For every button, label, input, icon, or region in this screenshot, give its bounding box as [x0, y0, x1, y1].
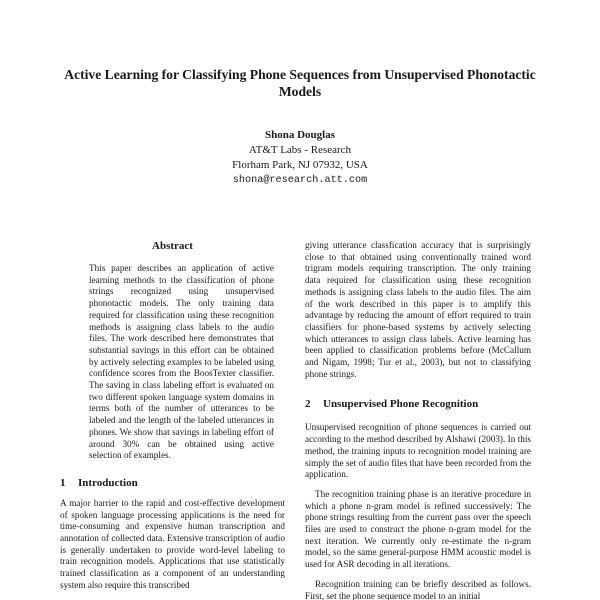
section-number: 1	[60, 476, 66, 489]
section-heading-introduction	[60, 477, 285, 490]
section2-paragraph-3: Recognition training can be briefly described as follows. First, set the phone sequence model to an initial	[305, 578, 531, 600]
section2-paragraph-2: The recognition training phase is an iterative procedure in which a phone n-gram model is refined successively: The phone strings resulting from the current pass over the speech files are used to construct the phone n-gram model for the next iteration. We currently only re-estimate the n-gram model, so the same general-purpose HMM acoustic model is used for ASR decoding in all iterations.	[305, 488, 531, 570]
left-column	[60, 240, 285, 592]
section-title: Unsupervised Phone Recognition	[323, 398, 479, 411]
right-column	[305, 240, 531, 600]
author-name: Shona Douglas	[264, 129, 335, 141]
abstract-heading: Abstract	[152, 240, 193, 252]
author-affiliation: AT&T Labs - Research	[248, 144, 352, 156]
introduction-paragraph: A major barrier to the rapid and cost-effective development of spoken language processing applications is the need for time-consuming and expensive human transcription and annotation of collected data. Extensive transcription of audio is generally undertaken to provide word-level labeling to train recognition models. Applications that use statistically trained classification as a component of an understanding system also require this transcribed	[60, 497, 285, 590]
paper-title: Active Learning for Classifying Phone Sequences from Unsupervised Phonotactic Models	[64, 67, 536, 99]
author-address: Florham Park, NJ 07932, USA	[232, 159, 368, 171]
abstract-text: This paper describes an application of active learning methods to the classification of phone strings recognized using unsupervised phonotactic models. The only training data required for classification using these recognition methods is assigning class labels to the audio files. The work described here demonstrates that substantial savings in this effort can be obtained by actively selecting examples to be labeled using confidence scores from the BoosTexter classifier. The saving in class labeling effort is evaluated on two different spoken language system domains in terms both of the number of utterances to be labeled and the length of the labeled utterances in phones. We show that savings in labeling effort of around 30% can be obtained using active selection of examples.	[89, 263, 274, 461]
section2-paragraph-1: Unsupervised recognition of phone sequences is carried out according to the method described by Alshawi (2003). In this method, the training inputs to recognition model training are simply the set of audio files that have been recorded from the application.	[305, 422, 531, 480]
author-email: shona@research.att.com	[232, 175, 368, 186]
section-title: Introduction	[78, 476, 138, 489]
section-heading-unsupervised-phone-recognition	[305, 398, 531, 411]
section-number: 2	[305, 398, 311, 411]
author-block	[150, 128, 450, 188]
introduction-continued-paragraph: giving utterance classfication accuracy that is surprisingly close to that obtained using conventionally trained word trigram models requiring transcription. The only training data required for classification using these recognition methods is assigning class labels to the audio files. The aim of the work described in this paper is to amplify this advantage by reducing the amount of effort required to train classifiers for phone-based systems by actively selecting which utterances to assign class labels. Active learning has been applied to classification problems before (McCallum and Nigam, 1998; Tur et al., 2003), but not to classifying phone strings.	[305, 240, 531, 379]
